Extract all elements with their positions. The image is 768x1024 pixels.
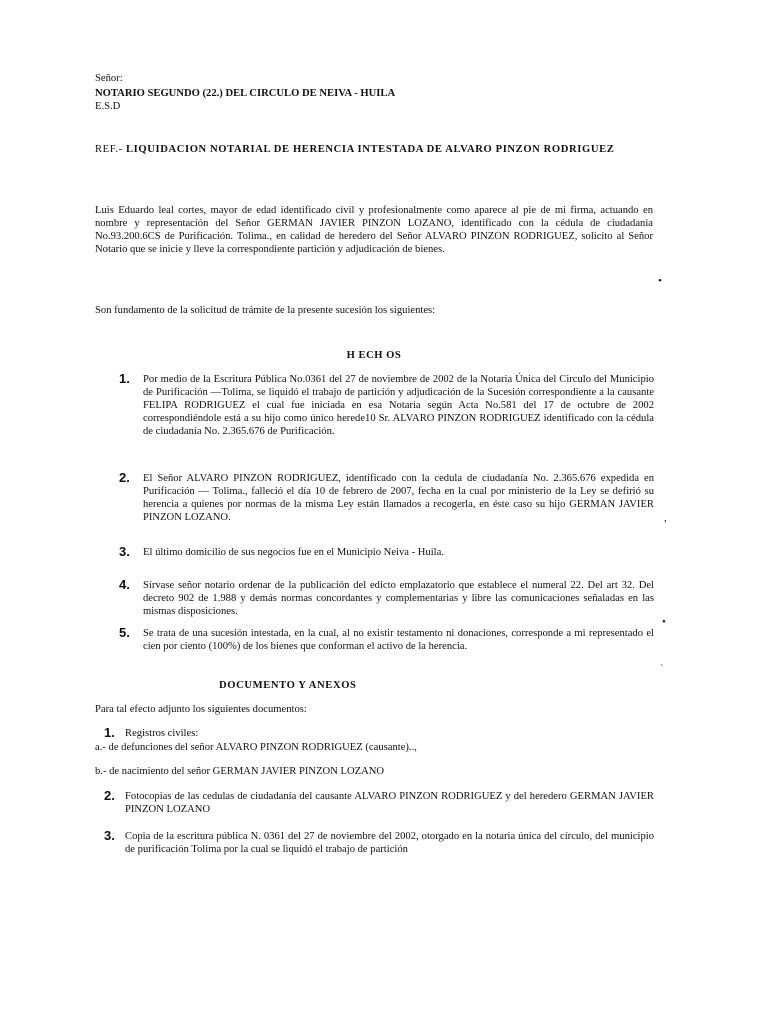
stray-mark: ` [660, 663, 664, 675]
intro-paragraph: Luis Eduardo leal cortes, mayor de edad identificado civil y profesionalmente como aparece al pie de mi firma, actuando en nombre y representación del Señor GERMAN JAVIER PINZON LOZANO, identificado con la cédula de ciudadanía No.93.200.6CS de Purificación. Tolima., en calidad de heredero del Señor ALVARO PINZON RODRIGUEZ, solicito al Señor Notario que se inicie y lleve la correspondiente partición y adjudicación de bienes. [95, 205, 653, 255]
fundamento-line: Son fundamento de la solicitud de trámite de la presente sucesión los siguientes: [95, 305, 436, 316]
salutation: Señor: [95, 73, 123, 84]
documentos-number-3: 3. [104, 828, 115, 843]
stray-mark: • [662, 616, 666, 628]
documentos-heading: DOCUMENTO Y ANEXOS [219, 680, 357, 691]
documentos-number-1: 1. [104, 725, 115, 740]
documentos-intro: Para tal efecto adjunto los siguientes documentos: [95, 704, 307, 715]
hechos-item-4: Sírvase señor notario ordenar de la publicación del edicto emplazatorio que establece el numeral 22. Del art 32. Del decreto 902 de 1.988 y demás normas concordantes y complementarias y libre las comunicaciones señaladas en las mismas disposiciones. [143, 580, 654, 617]
addressee: NOTARIO SEGUNDO (22.) DEL CIRCULO DE NEIVA - HUILA [95, 88, 396, 99]
reference-line [95, 143, 653, 156]
documentos-item-3: Copia de la escritura pública N. 0361 del 27 de noviembre del 2002, otorgado en la notaria única del círculo, del municipio de purificación Tolima por la cual se liquidó el trabajo de partición [125, 831, 654, 855]
hechos-item-5: Se trata de una sucesión intestada, en la cual, al no existir testamento ni donaciones, corresponde a mi representado el cien por ciento (100%) de los bienes que conforman el activo de la herencia. [143, 628, 654, 652]
hechos-number-4: 4. [119, 577, 130, 592]
documentos-sub-a: a.- de defunciones del señor ALVARO PINZON RODRIGUEZ (causante).., [95, 742, 417, 753]
hechos-item-3: El último domicilio de sus negocios fue en el Municipio Neiva - Huila. [143, 547, 444, 558]
hechos-item-1: Por medio de la Escritura Pública No.0361 del 27 de noviembre de 2002 de la Notaria Única del Circulo del Municipio de Purificación —Tolima, se liquidó el trabajo de partición y adjudicación de la Sucesión correspondiente a la causante FELIPA RODRIGUEZ el cual fue iniciada en esa Notaria según Acta No.581 del 17 de octubre de 2002 correspondiéndole está a su hijo como único herede10 Sr. ALVARO PINZON RODRIGUEZ identificado con la cédula de ciudadanía No. 2.365.676 de Purificación. [143, 374, 654, 437]
hechos-number-3: 3. [119, 544, 130, 559]
documentos-item-1: Registros civiles: [125, 728, 199, 739]
stray-mark: • [658, 275, 662, 287]
stray-mark: , [664, 512, 667, 524]
hechos-number-2: 2. [119, 470, 130, 485]
hechos-heading: H ECH OS [346, 350, 402, 361]
hechos-number-1: 1. [119, 371, 130, 386]
hechos-item-2: El Señor ALVARO PINZON RODRIGUEZ, identificado con la cedula de ciudadanía No. 2.365.676 expedida en Purificación — Tolima., falleció el día 10 de febrero de 2007, fecha en la cual por ministerio de la Ley se defirió su herencia a quienes por normas de la misma Ley están llamados a recogerla, en éste caso su hijo GERMAN JAVIER PINZON LOZANO. [143, 473, 654, 523]
reference-prefix: REF.- [95, 144, 123, 155]
hechos-number-5: 5. [119, 625, 130, 640]
esd-line: E.S.D [95, 101, 121, 112]
documentos-item-2: Fotocopias de las cedulas de ciudadanía del causante ALVARO PINZON RODRIGUEZ y del heredero GERMAN JAVIER PINZON LOZANO [125, 791, 654, 815]
reference-title: LIQUIDACION NOTARIAL DE HERENCIA INTESTADA DE ALVARO PINZON RODRIGUEZ [126, 144, 615, 155]
documentos-sub-b: b.- de nacimiento del señor GERMAN JAVIER PINZON LOZANO [95, 766, 385, 777]
documentos-number-2: 2. [104, 788, 115, 803]
